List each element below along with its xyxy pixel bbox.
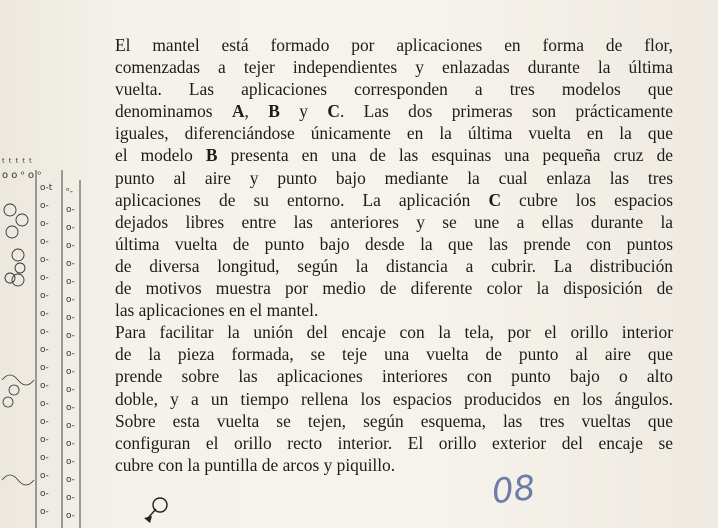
model-c-label: C — [488, 189, 501, 210]
text-line — [115, 100, 673, 122]
text-line: última vuelta de punto bajo desde la que las prende con puntos — [115, 233, 673, 254]
text-run: , — [244, 101, 269, 122]
text-run: y — [279, 101, 328, 122]
text-line: doble, y a un tiempo rellena los espacios producidos en los ángulos. — [115, 388, 673, 409]
svg-text:o‑: o‑ — [40, 345, 49, 355]
text-line: de diversa longitud, según la distancia a cubrir. La distribución — [115, 255, 673, 276]
crochet-chart-diagram — [0, 150, 100, 528]
svg-text:ᵒ‑: ᵒ‑ — [66, 187, 73, 197]
text-run: denominamos — [115, 101, 232, 122]
text-line: Para facilitar la unión del encaje con la tela, por el orillo interior — [115, 322, 673, 343]
paragraph-2 — [115, 321, 673, 476]
text-line: cubre con la puntilla de arcos y piquillo. — [115, 454, 396, 475]
svg-text:o‑: o‑ — [66, 205, 75, 215]
svg-text:o‑: o‑ — [40, 489, 49, 499]
svg-text:o‑: o‑ — [66, 331, 75, 341]
text-line: de la pieza formada, se teje una vuelta de punto al aire que — [115, 344, 673, 365]
svg-text:o‑: o‑ — [40, 417, 49, 427]
svg-text:o‑: o‑ — [66, 349, 75, 359]
svg-text:o‑: o‑ — [40, 363, 49, 373]
svg-text:ᵗ ᵗ ᵗ ᵗ ᵗ: ᵗ ᵗ ᵗ ᵗ ᵗ — [2, 156, 33, 169]
text-line — [115, 144, 673, 166]
handwritten-page-number: 08 — [490, 467, 538, 513]
svg-text:o‑: o‑ — [66, 493, 75, 503]
svg-text:o‑: o‑ — [40, 327, 49, 337]
svg-text:o‑: o‑ — [40, 435, 49, 445]
svg-text:o‑: o‑ — [66, 223, 75, 233]
text-run: . Las dos primeras son prácticamente — [339, 101, 674, 122]
svg-text:o‑: o‑ — [66, 367, 75, 377]
svg-text:o‑: o‑ — [66, 277, 75, 287]
model-b-label: B — [205, 145, 218, 166]
svg-text:o‑: o‑ — [66, 457, 75, 467]
text-line: prende sobre las aplicaciones interiores con punto bajo o alto — [115, 366, 673, 387]
pin-icon — [138, 496, 178, 528]
svg-text:o‑: o‑ — [66, 475, 75, 485]
model-a-label: A — [231, 101, 245, 122]
text-run: presenta en una de las esquinas una pequeña cruz de — [217, 145, 673, 166]
svg-text:o‑: o‑ — [40, 273, 49, 283]
text-line: vuelta. Las aplicaciones corresponden a tres modelos que — [115, 79, 673, 100]
svg-text:o‑: o‑ — [40, 255, 49, 265]
text-line — [115, 189, 673, 211]
text-run: aplicaciones de su entorno. La aplicación — [115, 189, 489, 210]
text-line: configuran el orillo recto interior. El orillo exterior del encaje se — [115, 432, 673, 453]
svg-text:o‑: o‑ — [66, 313, 75, 323]
svg-text:o‑: o‑ — [40, 309, 49, 319]
body-text — [115, 34, 673, 476]
svg-text:o‑: o‑ — [40, 291, 49, 301]
text-line: punto al aire y punto bajo mediante la cual enlaza las tres — [115, 167, 673, 188]
svg-text:o‑: o‑ — [66, 295, 75, 305]
text-line: El mantel está formado por aplicaciones en forma de flor, — [115, 35, 673, 55]
svg-text:o‑: o‑ — [40, 453, 49, 463]
svg-text:o‑: o‑ — [66, 241, 75, 251]
text-line: Sobre esta vuelta se tejen, según esquema, las tres vueltas que — [115, 410, 673, 431]
paragraph-1 — [115, 34, 673, 321]
text-line: las aplicaciones en el mantel. — [115, 300, 319, 321]
svg-text:o‑: o‑ — [66, 259, 75, 269]
svg-text:o‑: o‑ — [66, 511, 75, 521]
svg-text:o‑: o‑ — [66, 439, 75, 449]
svg-text:o‑: o‑ — [66, 421, 75, 431]
text-line: de motivos muestra por medio de diferente color la disposición de — [115, 278, 673, 299]
svg-text:o‑t: o‑t — [40, 183, 53, 193]
svg-text:o o ᵒ o ᵒ: o o ᵒ o ᵒ — [2, 170, 42, 181]
text-line: iguales, diferenciándose únicamente en la última vuelta en la que — [115, 123, 673, 144]
svg-text:o‑: o‑ — [40, 507, 49, 517]
svg-text:o‑: o‑ — [40, 381, 49, 391]
text-line: dejados libres entre las anteriores y se une a ellas durante la — [115, 211, 673, 232]
text-line: comenzadas a tejer independientes y enlazadas durante la última — [115, 57, 673, 78]
model-b-label: B — [268, 101, 280, 122]
svg-text:o‑: o‑ — [40, 471, 49, 481]
svg-text:o‑: o‑ — [40, 237, 49, 247]
svg-text:o‑: o‑ — [40, 219, 49, 229]
text-run: el modelo — [115, 145, 206, 166]
svg-text:o‑: o‑ — [40, 201, 49, 211]
svg-text:o‑: o‑ — [40, 399, 49, 409]
svg-text:o‑: o‑ — [66, 385, 75, 395]
text-run: cubre los espacios — [501, 189, 673, 210]
model-c-label: C — [327, 101, 340, 122]
svg-text:o‑: o‑ — [66, 403, 75, 413]
